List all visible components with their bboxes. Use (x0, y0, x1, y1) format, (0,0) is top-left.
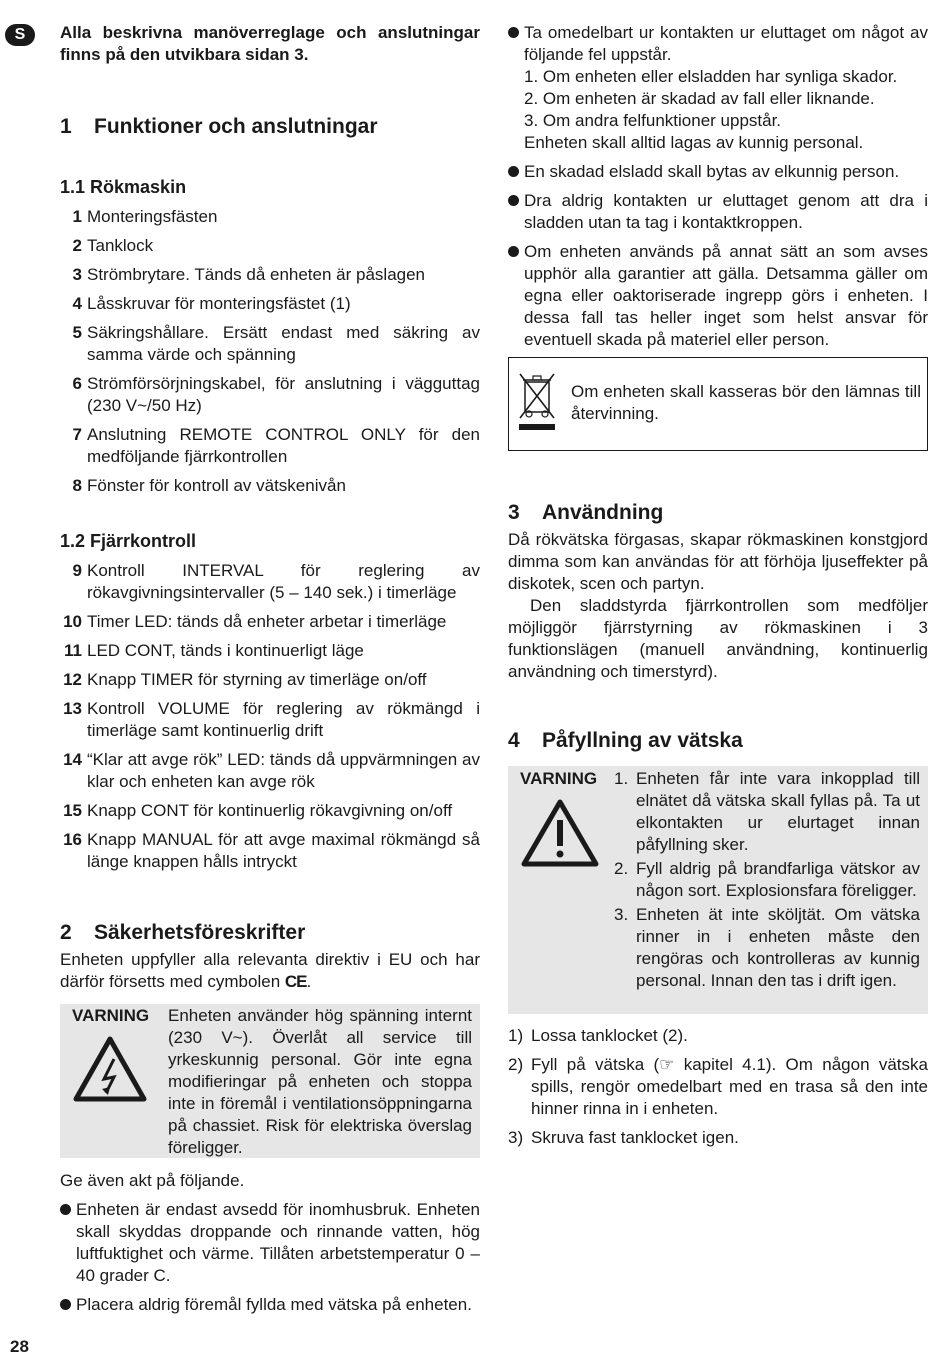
fill-warning-box (508, 766, 928, 1014)
list-item (60, 235, 480, 257)
recycle-text: Om enheten skall kasseras bör den lämnas till återvinning. (571, 382, 921, 423)
item-number: 16 (63, 830, 82, 849)
list-item (60, 669, 480, 691)
list-item (60, 800, 480, 822)
item-text: LED CONT, tänds i kontinuerligt läge (87, 641, 364, 660)
language-badge: S (5, 24, 35, 46)
numbered-item-text: Fyll på vätska (☞ kapitel 4.1). Om någon vätska spills, rengör omedelbart med en trasa så den inte hinner rinna in i enheten. (531, 1055, 928, 1118)
intro-text: Alla beskrivna manöverreglage och anslutningar finns på den utvikbara sidan 3. (60, 23, 480, 64)
item-number: 6 (72, 374, 82, 393)
section-3-title: Användning (542, 501, 664, 524)
item-number: 11 (64, 641, 82, 660)
bullet-text: Om enheten används på annat sätt an som avses upphör alla garantier att gälla. Detsamma gäller om egna eller oaktoriserade ingrepp görs i enheten. I dessa fall tas heller inget som helst ansvar för eventuell skada på materiel eller person. (524, 242, 928, 349)
item-number: 5 (72, 323, 82, 342)
item-text: Strömförsörjningskabel, för anslutning i vägguttag (230 V~/50 Hz) (87, 374, 480, 415)
list-item (60, 293, 480, 315)
bullet-dot (508, 190, 524, 234)
numbered-item (614, 858, 920, 902)
item-number: 8 (72, 476, 82, 495)
high-voltage-icon (72, 1035, 148, 1105)
item-text: Knapp CONT för kontinuerlig rökavgivning on/off (87, 801, 453, 820)
fault-line-2: 2. Om enheten är skadad av fall eller liknande. (524, 89, 875, 108)
numbered-item-number: 1. (614, 769, 629, 788)
list-item (60, 322, 480, 366)
numbered-item-text: Fyll aldrig på brandfarliga vätskor av någon sort. Explosionsfara föreligger. (636, 859, 920, 900)
list-item (60, 749, 480, 793)
item-text: Timer LED: tänds då enheter arbetar i timerläge (87, 612, 447, 631)
list-item (60, 829, 480, 873)
list-item (60, 206, 480, 228)
section-4-number: 4 (508, 729, 520, 752)
section-2-intro (60, 949, 480, 993)
bullet-intro: Ta omedelbart ur kontakten ur eluttaget om något av följande fel uppstår. (524, 23, 928, 64)
bullet-item (508, 241, 928, 351)
item-number: 4 (72, 294, 82, 313)
list-item (60, 560, 480, 604)
numbered-item-number: 3) (508, 1128, 524, 1147)
bullet-dot (508, 241, 524, 351)
numbered-item (508, 1025, 928, 1047)
numbered-item-text: Skruva fast tanklocket igen. (531, 1128, 739, 1147)
item-number: 9 (72, 561, 82, 580)
item-text: Knapp MANUAL för att avge maximal rökmängd så länge knappen hålls intryckt (87, 830, 480, 871)
item-text: Monteringsfästen (87, 207, 218, 226)
list-item (60, 475, 480, 497)
fill-steps-list (508, 1025, 928, 1156)
numbered-item-number: 3. (614, 905, 629, 924)
safety-bullets-right (508, 22, 928, 358)
section-2-note: Ge även akt på följande. (60, 1171, 245, 1190)
section-3-paragraph-1: Då rökvätska förgasas, skapar rökmaskinen konstgjord dimma som kan användas för att förhöja ljuseffekter på diskotek, scen och partyn. (508, 530, 928, 593)
item-text: Fönster för kontroll av vätskenivån (87, 476, 346, 495)
numbered-item (508, 1127, 928, 1149)
bullet-item (60, 1199, 480, 1287)
bullet-item (508, 190, 928, 234)
list-item (60, 611, 480, 633)
list-item (60, 640, 480, 662)
bullet-dot (508, 22, 524, 154)
list-item (60, 424, 480, 468)
numbered-item-number: 1) (508, 1026, 524, 1045)
item-text: Strömbrytare. Tänds då enheten är påslagen (87, 265, 426, 284)
numbered-item (614, 768, 920, 856)
section-2-title: Säkerhetsföreskrifter (94, 921, 306, 944)
bullet-item (60, 1294, 480, 1316)
fjarrkontroll-list (60, 560, 480, 880)
bullet-end: Enheten skall alltid lagas av kunnig personal. (524, 133, 864, 152)
list-item (60, 698, 480, 742)
section-2-intro-text: Enheten uppfyller alla relevanta direktiv i EU och har därför försetts med cymbolen (60, 950, 480, 991)
numbered-item-number: 2) (508, 1055, 524, 1074)
bullet-text: Placera aldrig föremål fyllda med vätska på enheten. (76, 1295, 472, 1314)
item-number: 12 (63, 670, 82, 689)
item-number: 15 (63, 801, 82, 820)
bullet-item (508, 22, 928, 154)
ce-mark: CE (284, 972, 307, 991)
subsection-1-1-title: 1.1 Rökmaskin (60, 177, 187, 197)
item-text: Säkringshållare. Ersätt endast med säkring av samma värde och spänning (87, 323, 480, 364)
numbered-item-text: Enheten ät inte sköljtät. Om vätska rinner in i enheten måste den rengöras och kontrolleras av kunnig personal. Innan den tas i drift igen. (636, 905, 920, 990)
section-4-title: Påfyllning av vätska (542, 729, 743, 752)
bullet-text: En skadad elsladd skall bytas av elkunnig person. (524, 162, 900, 181)
item-text: Tanklock (87, 236, 154, 255)
section-1-title: Funktioner och anslutningar (94, 115, 378, 138)
high-voltage-warning-box (60, 1004, 480, 1158)
item-text: “Klar att avge rök” LED: tänds då uppvärmningen av klar och enheten kan avge rök (87, 750, 480, 791)
page-number: 28 (10, 1337, 29, 1356)
item-number: 7 (72, 425, 82, 444)
section-2-heading (60, 920, 305, 946)
numbered-item-text: Enheten får inte vara inkopplad till elnätet då vätska skall fyllas på. Ta ut elkontakten ur elurtaget innan påfyllning sker. (636, 769, 920, 854)
item-number: 1 (72, 207, 82, 226)
section-2-number: 2 (60, 921, 72, 944)
section-1-heading (60, 114, 378, 140)
numbered-item-text: Lossa tanklocket (2). (531, 1026, 688, 1045)
bullet-dot (508, 161, 524, 183)
fill-warning-side (508, 766, 614, 1014)
section-3-paragraph-2: Den sladdstyrda fjärrkontrollen som medföljer möjliggör fjärrstyrning av rökmaskinen i 3 funktionslägen (manuell användning, kontinuerlig användning och timerstyrd). (508, 596, 928, 681)
item-text: Kontroll INTERVAL för reglering av rökavgivningsintervaller (5 – 140 sek.) i timerläge (87, 561, 480, 602)
warning-label: VARNING (72, 1006, 150, 1025)
warning-text: Enheten använder hög spänning internt (230 V~). Överlåt all service till yrkeskunnig personal. Gör inte egna modifieringar på enheten och stoppa inte in föremål i ventilationsöppningarna på chassiet. Risk för elektriska överslag föreligger. (168, 1006, 472, 1157)
bullet-text: Dra aldrig kontakten ur eluttaget genom att dra i sladden utan ta tag i kontaktkroppen. (524, 191, 928, 232)
weee-bin-icon (517, 368, 557, 430)
item-number: 3 (72, 265, 82, 284)
bullet-dot (60, 1294, 76, 1316)
list-item (60, 264, 480, 286)
fault-line-3: 3. Om andra felfunktioner uppstår. (524, 111, 782, 130)
item-text: Kontroll VOLUME för reglering av rökmängd i timerläge samt kontinuerlig drift (87, 699, 480, 740)
list-item (60, 373, 480, 417)
section-3-heading (508, 500, 663, 526)
fault-line-1: 1. Om enheten eller elsladden har synliga skador. (524, 67, 898, 86)
item-text: Anslutning REMOTE CONTROL ONLY för den medföljande fjärrkontrollen (87, 425, 480, 466)
bullet-item (508, 161, 928, 183)
bullet-dot (60, 1199, 76, 1287)
exclamation-warning-icon (520, 798, 600, 870)
section-2-intro-end: . (306, 972, 312, 991)
warning-side (60, 1004, 168, 1158)
item-number: 10 (63, 612, 82, 631)
safety-bullets-left (60, 1199, 480, 1323)
subsection-1-2-title: 1.2 Fjärrkontroll (60, 531, 197, 551)
section-3-number: 3 (508, 501, 520, 524)
item-number: 14 (63, 750, 82, 769)
fill-warning-list (614, 766, 920, 1014)
item-number: 2 (72, 236, 82, 255)
item-text: Låsskruvar för monteringsfästet (1) (87, 294, 351, 313)
section-4-heading (508, 728, 743, 754)
item-text: Knapp TIMER för styrning av timerläge on/off (87, 670, 427, 689)
rokmaskin-list (60, 206, 480, 504)
numbered-item (508, 1054, 928, 1120)
numbered-item (614, 904, 920, 992)
bullet-text: Enheten är endast avsedd för inomhusbruk. Enheten skall skyddas droppande och rinnande vatten, hög luftfuktighet och värme. Tillåten arbetstemperatur 0 – 40 grader C. (76, 1200, 480, 1285)
recycle-notice-box (508, 357, 928, 451)
numbered-item-number: 2. (614, 859, 629, 878)
item-number: 13 (63, 699, 82, 718)
section-1-number: 1 (60, 115, 72, 138)
fill-warning-label: VARNING (520, 769, 598, 788)
